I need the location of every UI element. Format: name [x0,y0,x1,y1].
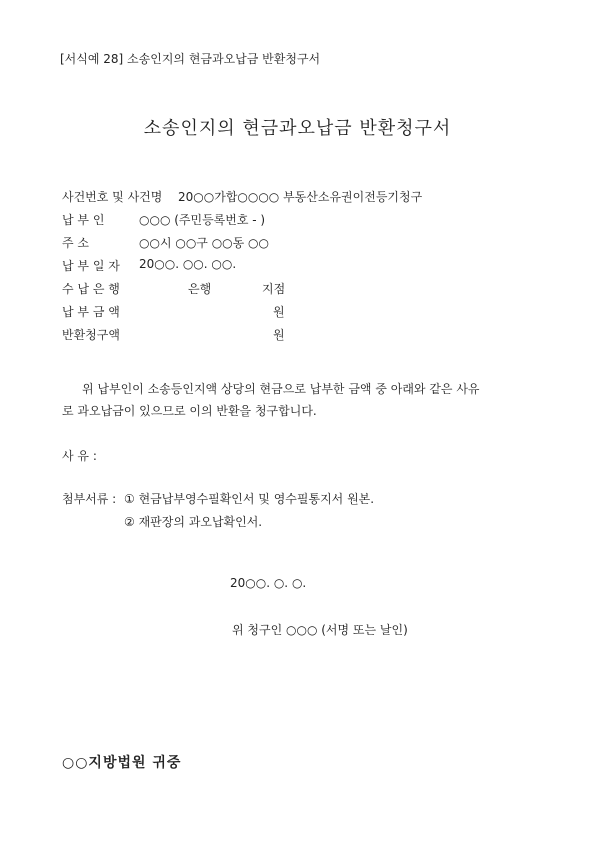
bank-label: 수 납 은 행 [62,282,120,296]
case-label: 사건번호 및 사건명 [62,190,163,204]
branch-unit: 지점 [262,282,286,296]
document-date: 20○○. ○. ○. [230,576,307,590]
body-line-1: 위 납부인이 소송등인지액 상당의 현금으로 납부한 금액 중 아래와 같은 사유 [82,382,480,396]
address-value: ○○시 ○○구 ○○동 ○○ [139,236,269,250]
pay-amount-unit: 원 [273,305,285,319]
form-code: [서식예 28] 소송인지의 현금과오납금 반환청구서 [60,52,321,66]
pay-date-value: 20○○. ○○. ○○. [139,257,237,271]
reason-label: 사 유 : [62,449,97,463]
document-title: 소송인지의 현금과오납금 반환청구서 [143,118,452,139]
attachment-item: ② 재판장의 과오납확인서. [124,515,263,529]
payer-label: 납 부 인 [62,213,105,227]
refund-amount-unit: 원 [273,328,285,342]
address-label: 주 소 [62,236,89,250]
case-value: 20○○가합○○○○ 부동산소유권이전등기청구 [178,190,423,204]
court-addressee: ○○지방법원 귀중 [62,755,182,771]
pay-amount-label: 납 부 금 액 [62,305,120,319]
payer-value: ○○○ (주민등록번호 - ) [139,213,266,227]
body-line-2: 로 과오납금이 있으므로 이의 반환을 청구합니다. [62,404,317,418]
attachment-item: ① 현금납부영수필확인서 및 영수필통지서 원본. [124,492,375,506]
claimant-signature-line: 위 청구인 ○○○ (서명 또는 날인) [232,623,408,637]
attachments-label: 첨부서류 : [62,492,117,506]
pay-date-label: 납 부 일 자 [62,259,120,273]
bank-unit: 은행 [188,282,212,296]
refund-amount-label: 반환청구액 [62,328,120,342]
